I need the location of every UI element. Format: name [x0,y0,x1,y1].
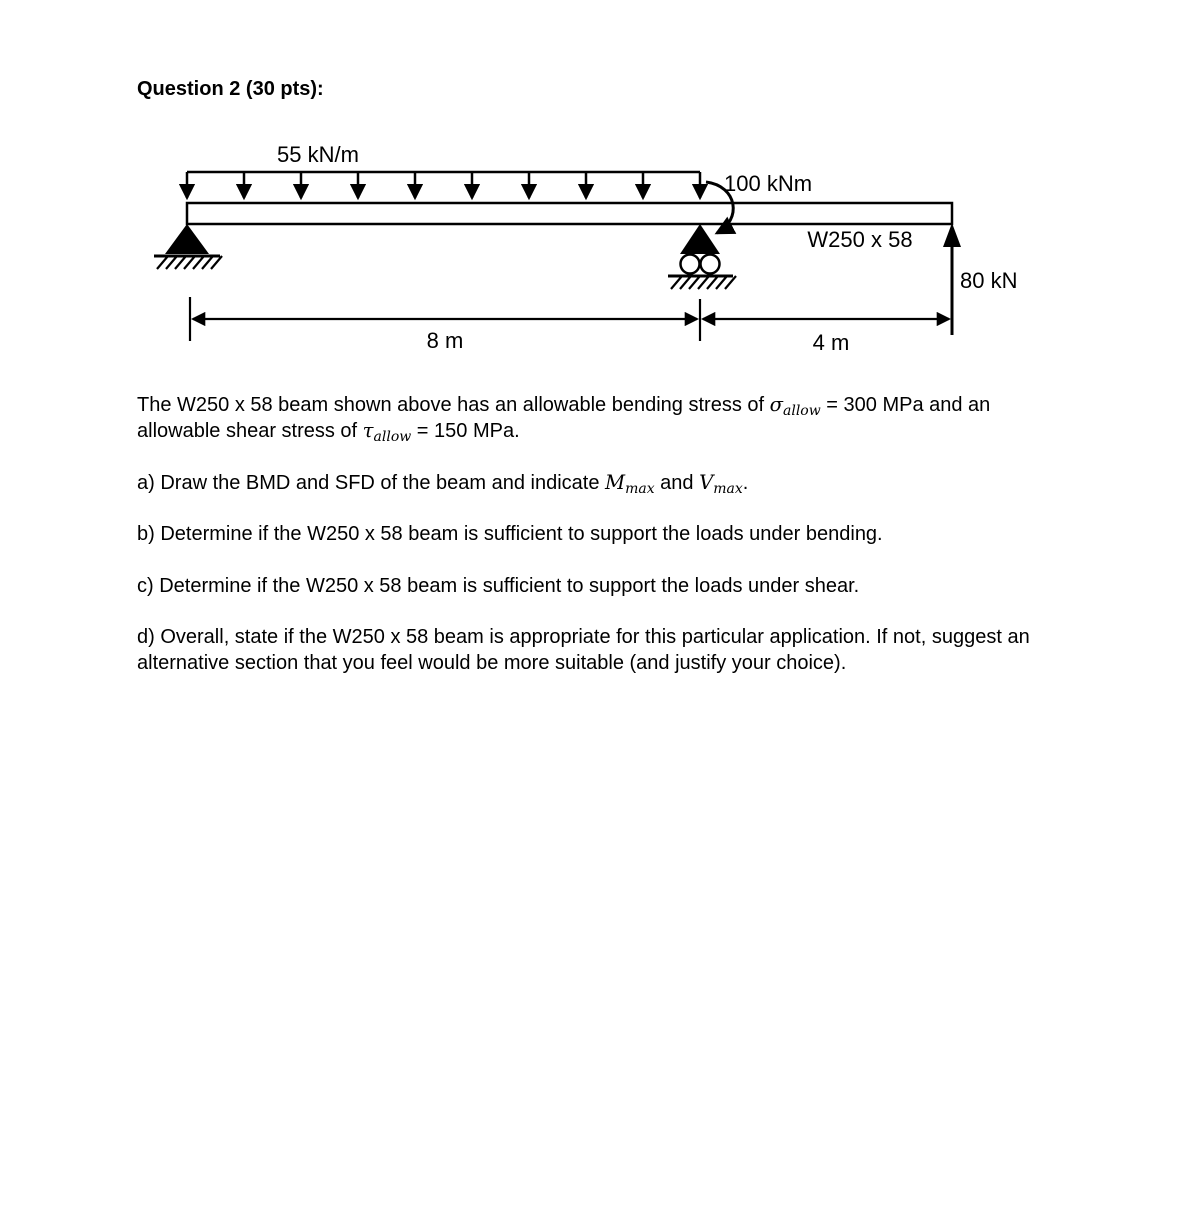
m-max-subscript: max [625,480,655,497]
item-a-mid: and [654,471,700,494]
moment-label: 100 kNm [724,171,813,196]
v-max-symbol: V [699,470,714,494]
item-a-text: a) Draw the BMD and SFD of the beam and indicate [137,471,606,494]
item-a [137,470,1049,496]
item-b: b) Determine if the W250 x 58 beam is sufficient to support the loads under bending. [137,523,883,546]
question-heading: Question 2 (30 pts): [137,78,324,100]
section-label: W250 x 58 [807,227,913,252]
problem-text [137,392,1049,702]
roller-support [668,224,736,289]
item-c: c) Determine if the W250 x 58 beam is sufficient to support the loads under shear. [137,574,860,597]
item-a-period: . [742,471,749,494]
tau-subscript: allow [373,429,412,446]
tau-symbol: τ [362,419,374,443]
item-d: d) Overall, state if the W250 x 58 beam is appropriate for this particular application. If not, suggest an alternative section that you feel would be more suitable (and justify your choice). [137,625,1030,675]
beam [187,203,952,224]
point-load-label: 80 kN [960,268,1018,293]
beam-diagram [140,128,1060,378]
intro-text-1: The W250 x 58 beam shown above has an allowable bending stress of [137,394,770,416]
distributed-load-label: 55 kN/m [277,142,359,167]
sigma-symbol: σ [769,393,783,416]
pin-support [154,224,222,269]
intro-paragraph [137,392,1049,445]
intro-text-3: = 150 MPa. [411,420,520,443]
span-left-label: 8 m [426,328,464,353]
v-max-subscript: max [713,480,743,497]
sigma-subscript: allow [783,402,821,419]
intro-text-2: = 300 MPa and an allowable shear stress of [137,394,991,443]
distributed-load-arrows [187,172,700,198]
m-max-symbol: M [605,470,626,494]
span-right-label: 4 m [812,330,850,355]
